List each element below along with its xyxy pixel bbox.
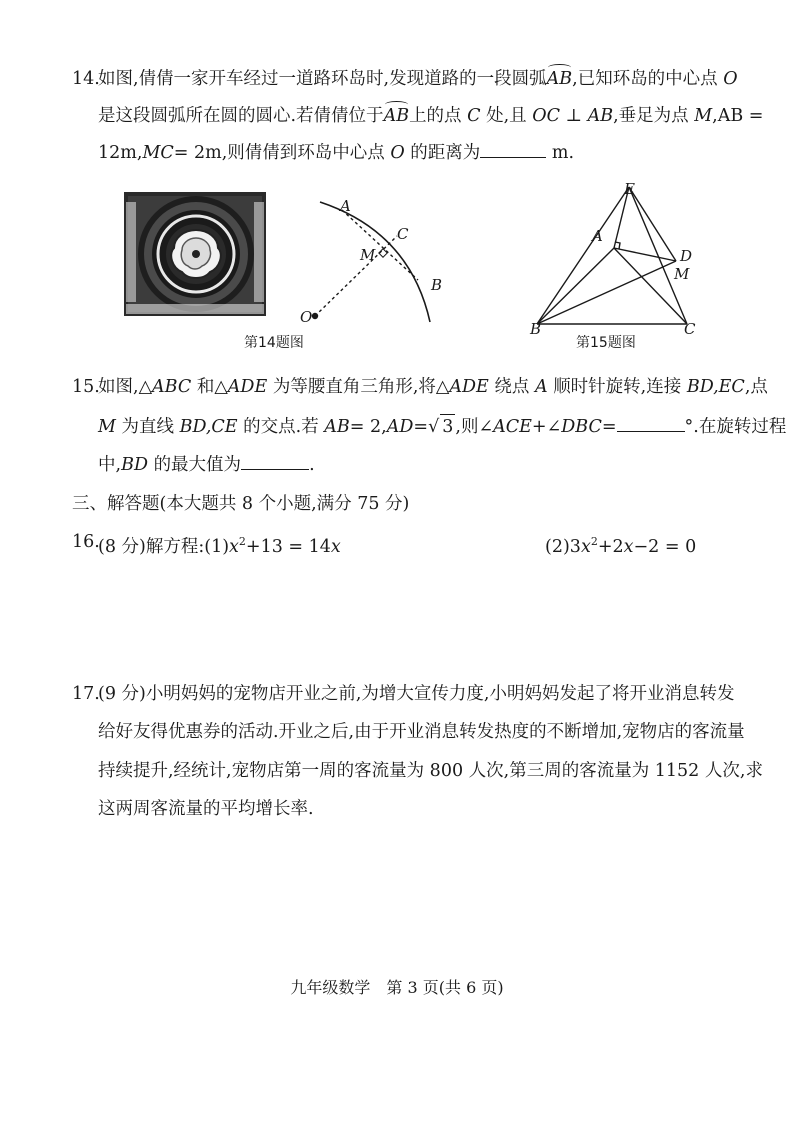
label-a: A xyxy=(592,227,603,245)
point-m: M xyxy=(694,106,713,126)
q16-text: +2 xyxy=(597,536,624,557)
section-heading: 三、解答题(本大题共 8 个小题,满分 75 分) xyxy=(72,494,410,514)
segment-ab: AB xyxy=(324,417,350,437)
point-o: O xyxy=(390,143,405,163)
var-x: x xyxy=(623,536,634,557)
segment-oc xyxy=(315,236,397,316)
label-d: D xyxy=(680,247,693,265)
q14-text: ,AB = xyxy=(712,106,764,126)
q14-text: 的距离为 xyxy=(410,143,481,163)
q14-text: 12m, xyxy=(98,143,143,163)
q16-text: −2 = 0 xyxy=(633,536,697,557)
triangle-abc: ABC xyxy=(152,377,192,397)
q14-number: 14. xyxy=(72,69,100,89)
q15-text: 为直线 xyxy=(121,417,174,437)
q15-text: = xyxy=(601,417,617,437)
exponent: 2 xyxy=(590,535,598,548)
q15-text: = 2, xyxy=(349,417,387,437)
q14-text: 上的点 xyxy=(409,106,462,126)
q15-text: ,则∠ xyxy=(455,417,494,437)
q15-text: 的交点.若 xyxy=(243,417,319,437)
angle-ace: ACE xyxy=(493,417,532,437)
sqrt-expression: √ 3 xyxy=(428,417,455,437)
lines-bd-ce: BD,CE xyxy=(179,417,238,437)
q16-line xyxy=(98,530,341,559)
point-a: A xyxy=(534,377,548,397)
q15-line-2 xyxy=(98,414,786,439)
segment-ba xyxy=(537,248,614,324)
answer-blank[interactable] xyxy=(617,415,685,432)
label-m: M xyxy=(360,246,376,264)
point-c: C xyxy=(467,106,481,126)
triangle-ade: ADE xyxy=(449,377,489,397)
fig14-caption: 第14题图 xyxy=(244,335,304,351)
fig15-caption: 第15题图 xyxy=(576,335,636,351)
answer-blank[interactable] xyxy=(480,141,546,158)
label-c: C xyxy=(397,225,409,243)
segment-ed xyxy=(629,187,676,261)
q15-text: 顺时针旋转,连接 xyxy=(553,377,682,397)
q15-text: 绕点 xyxy=(494,377,530,397)
page-footer: 九年级数学 第 3 页(共 6 页) xyxy=(290,978,504,997)
arc-diagram xyxy=(300,192,450,324)
q15-number: 15. xyxy=(72,377,100,397)
segment-ad xyxy=(614,248,676,261)
q15-text: 的最大值为 xyxy=(153,455,242,475)
q16-text: (8 分)解方程:(1) xyxy=(98,536,230,557)
q15-text: 中, xyxy=(98,455,122,475)
q15-text: +∠ xyxy=(531,417,562,437)
q14-text: 如图,倩倩一家开车经过一道路环岛时,发现道路的一段圆弧 xyxy=(98,69,547,89)
answer-blank[interactable] xyxy=(241,453,309,470)
q14-text: ,已知环岛的中心点 xyxy=(572,69,718,89)
label-b: B xyxy=(530,320,542,336)
q16-text: +13 = 14 xyxy=(245,536,331,557)
label-a: A xyxy=(340,197,351,215)
arc-ab: AB xyxy=(546,69,573,89)
q15-text: 为等腰直角三角形,将△ xyxy=(272,377,450,397)
label-e: E xyxy=(624,180,635,198)
segment-bd: BD xyxy=(121,455,148,475)
segment-ec xyxy=(629,187,687,324)
q16-part2 xyxy=(545,530,696,559)
q14-line-1 xyxy=(98,67,738,91)
q14-text: 是这段圆弧所在圆的圆心.若倩倩位于 xyxy=(98,106,384,126)
q16-text: (2)3 xyxy=(545,536,581,557)
point-o-dot xyxy=(312,313,318,319)
q15-text: . xyxy=(309,455,315,475)
point-m: M xyxy=(98,417,116,437)
label-c: C xyxy=(684,320,696,336)
q17-line-1: (9 分)小明妈妈的宠物店开业之前,为增大宣传力度,小明妈妈发起了将开业消息转发 xyxy=(98,684,735,704)
q15-text: 如图,△ xyxy=(98,377,153,397)
q17-line-2: 给好友得优惠券的活动.开业之后,由于开业消息转发热度的不断增加,宠物店的客流量 xyxy=(98,722,745,742)
var-x: x xyxy=(330,536,341,557)
sqrt-radicand: 3 xyxy=(440,414,455,439)
q14-text: m. xyxy=(551,143,575,163)
segment-ad: AD xyxy=(386,417,414,437)
arc-ab: AB xyxy=(383,106,410,126)
q14-text: 处,且 xyxy=(486,106,527,126)
q15-text: °.在旋转过程 xyxy=(684,417,787,437)
exponent: 2 xyxy=(238,535,246,548)
q17-number: 17. xyxy=(72,684,100,704)
var-x: x xyxy=(580,536,591,557)
q17-line-4: 这两周客流量的平均增长率. xyxy=(98,799,314,819)
angle-dbc: DBC xyxy=(561,417,602,437)
point-o: O xyxy=(723,69,738,89)
q16-number: 16. xyxy=(72,532,100,552)
segment-ac xyxy=(614,248,687,324)
var-x: x xyxy=(229,536,239,557)
chord-ab xyxy=(342,210,418,280)
segment-mc: MC xyxy=(142,143,174,163)
q15-line-3 xyxy=(98,453,315,477)
segments-bd-ec: BD,EC xyxy=(686,377,745,397)
q14-line-3 xyxy=(98,141,574,165)
q17-line-3: 持续提升,经统计,宠物店第一周的客流量为 800 人次,第三周的客流量为 1152 人次,求 xyxy=(98,761,763,781)
label-m: M xyxy=(674,265,690,283)
q15-line-1 xyxy=(98,375,768,399)
q15-text: 和△ xyxy=(196,377,228,397)
q15-text: = xyxy=(413,417,429,437)
label-o: O xyxy=(300,308,313,324)
roundabout-photo xyxy=(124,192,266,316)
q14-line-2 xyxy=(98,104,763,128)
q15-text: ,点 xyxy=(744,377,768,397)
q14-text: = 2m,则倩倩到环岛中心点 xyxy=(173,143,385,163)
label-b: B xyxy=(431,276,443,294)
triangle-ade: ADE xyxy=(227,377,268,397)
q14-text: ,垂足为点 xyxy=(613,106,689,126)
perp-statement: OC ⊥ AB xyxy=(532,106,614,126)
triangles-diagram xyxy=(526,178,706,336)
